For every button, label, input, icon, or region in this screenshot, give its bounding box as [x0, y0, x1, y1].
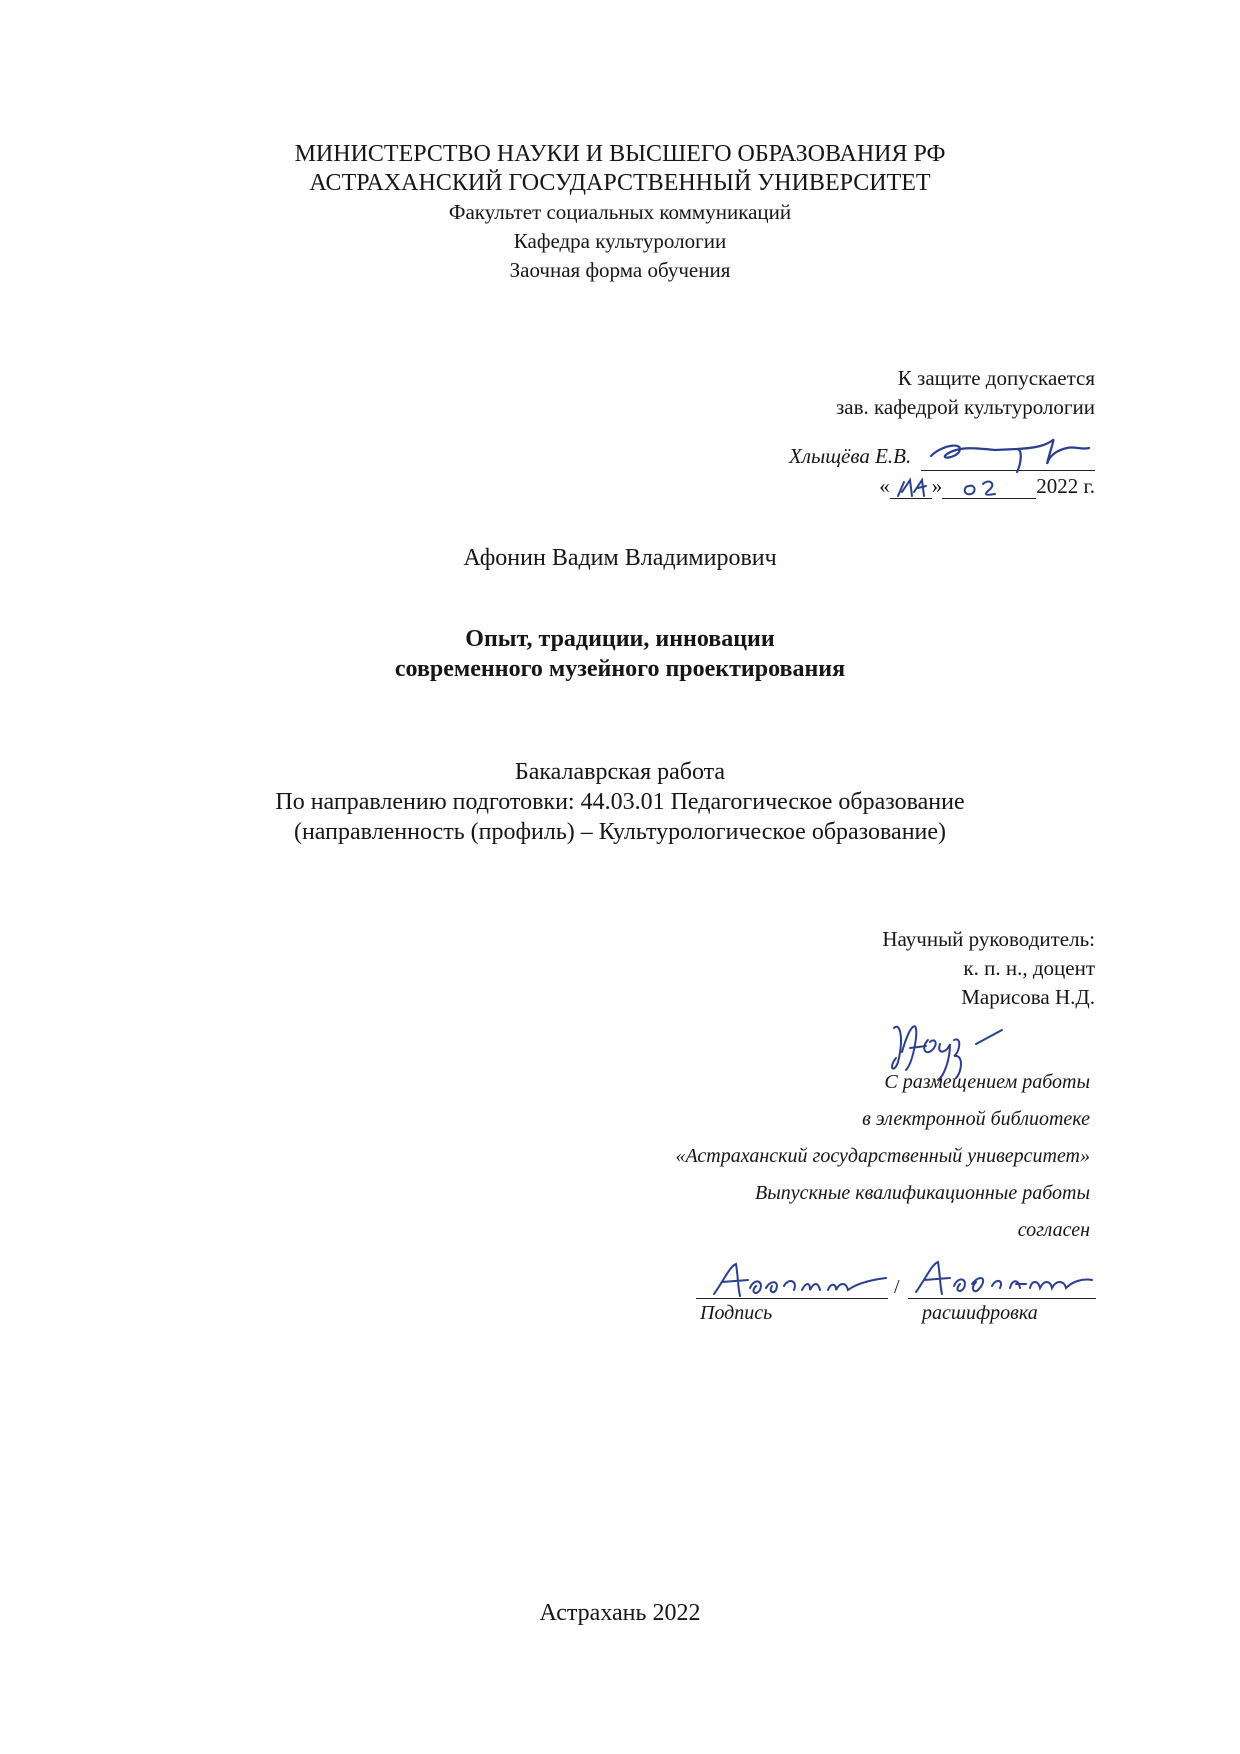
- decoding-underline: [908, 1298, 1096, 1299]
- work-profile: (направленность (профиль) – Культурологическое образование): [293, 819, 947, 845]
- decoding-label: расшифровка: [922, 1302, 1038, 1324]
- supervisor-label: Научный руководитель:: [882, 927, 1095, 951]
- university-name: АСТРАХАНСКИЙ ГОСУДАРСТВЕННЫЙ УНИВЕРСИТЕТ: [309, 170, 931, 196]
- consent-line-2: в электронной библиотеке: [862, 1108, 1090, 1130]
- date-year: 2022 г.: [1036, 474, 1095, 498]
- approval-position: зав. кафедрой культурологии: [836, 395, 1095, 419]
- approval-signature-area: [785, 440, 1095, 506]
- consent-line-4: Выпускные квалификационные работы: [755, 1182, 1090, 1204]
- approval-block: [836, 364, 1095, 422]
- ministry-name: МИНИСТЕРСТВО НАУКИ И ВЫСШЕГО ОБРАЗОВАНИЯ РФ: [294, 141, 946, 167]
- department-name: Кафедра культурологии: [513, 229, 727, 253]
- author-name-handwritten-icon: [912, 1258, 1096, 1298]
- handwritten-day-icon: [894, 476, 928, 498]
- work-type: Бакалаврская работа: [514, 759, 726, 785]
- supervisor-degree: к. п. н., доцент: [963, 956, 1095, 980]
- approval-date: [879, 474, 1095, 499]
- date-quote-close: »: [931, 474, 943, 498]
- consent-line-3: «Астраханский государственный университет»: [675, 1145, 1090, 1167]
- author-signature-block: [696, 1276, 1096, 1342]
- study-form: Заочная форма обучения: [509, 258, 731, 282]
- date-month: [942, 476, 1036, 499]
- consent-line-1: С размещением работы: [884, 1071, 1090, 1093]
- author-signature-icon: [710, 1260, 890, 1300]
- thesis-title: [0, 624, 1240, 684]
- date-day: [890, 476, 932, 499]
- signature-separator: /: [894, 1276, 900, 1298]
- city-year: Астрахань 2022: [539, 1600, 701, 1626]
- faculty-name: Факультет социальных коммуникаций: [448, 200, 792, 224]
- signature-label: Подпись: [700, 1302, 773, 1324]
- date-quote-open: «: [879, 474, 890, 498]
- consent-block: [676, 1064, 1090, 1249]
- supervisor-block: [882, 925, 1095, 1012]
- signature-underline: [696, 1298, 888, 1299]
- head-of-department-name: Хлыщёва Е.В.: [789, 444, 912, 468]
- work-info: [0, 757, 1240, 847]
- author-name: Афонин Вадим Владимирович: [463, 545, 777, 571]
- thesis-title-line-2: современного музейного проектирования: [394, 656, 846, 682]
- handwritten-month-icon: [959, 476, 1019, 498]
- approval-line: К защите допускается: [897, 366, 1095, 390]
- head-signature-icon: [925, 434, 1095, 476]
- consent-line-5: согласен: [1017, 1219, 1090, 1241]
- supervisor-name: Марисова Н.Д.: [961, 985, 1095, 1009]
- title-page-header: [0, 140, 1240, 285]
- thesis-title-line-1: Опыт, традиции, инновации: [465, 626, 775, 652]
- work-direction: По направлению подготовки: 44.03.01 Педагогическое образование: [275, 789, 965, 815]
